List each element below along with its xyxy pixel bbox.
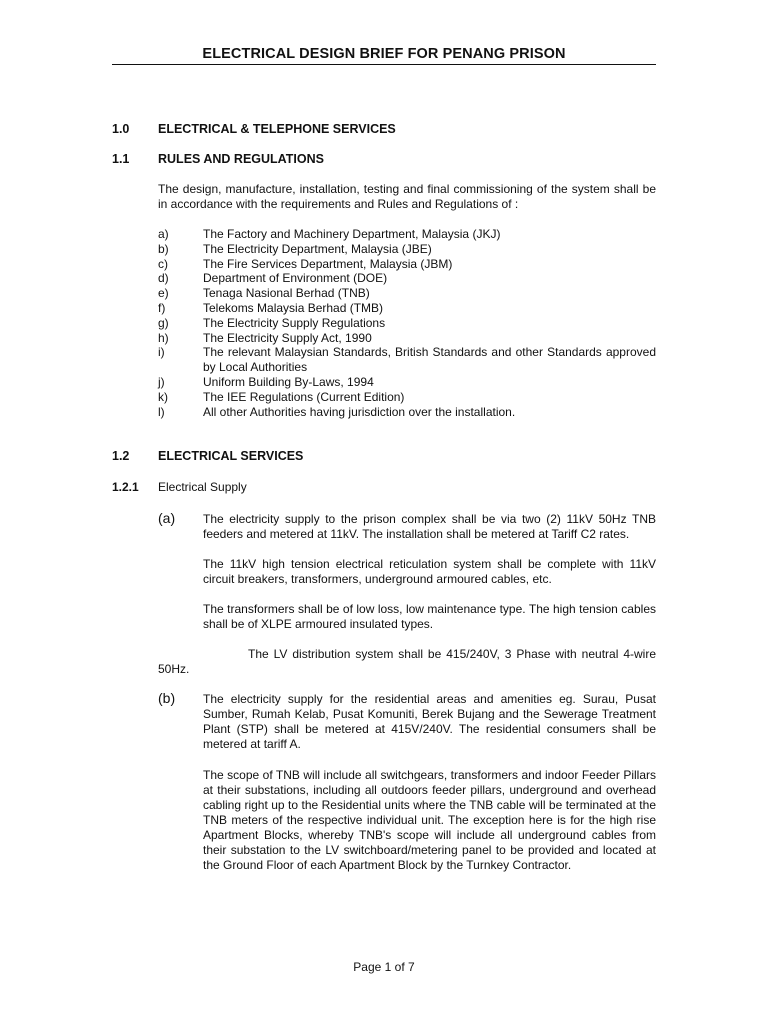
- list-text: The Factory and Machinery Department, Malaysia (JKJ): [203, 227, 501, 241]
- list-text: The Electricity Supply Act, 1990: [203, 330, 372, 345]
- subsection-title-1-2-1: Electrical Supply: [158, 480, 247, 494]
- list-marker: c): [158, 256, 168, 271]
- list-item: [158, 316, 656, 331]
- list-item: [158, 286, 656, 301]
- list-text: The Electricity Supply Regulations: [203, 315, 386, 330]
- list-marker: j): [158, 374, 165, 389]
- page-footer: Page 1 of 7: [353, 960, 415, 974]
- supply-a-paragraph-4: The LV distribution system shall be 415/240V, 3 Phase with neutral 4-wire 50Hz.: [158, 647, 656, 676]
- list-text: Department of Environment (DOE): [203, 271, 388, 286]
- supply-b-paragraph-1: The electricity supply for the residential areas and amenities eg. Surau, Pusat Sumber, Rumah Kelab, Pusat Komuniti, Berek Bujang and the Sewerage Treatment Plant (STP) shall be metered at 415V/240V. The residential consumers shall be metered at tariff A.: [203, 692, 656, 751]
- list-text: The IEE Regulations (Current Edition): [203, 389, 405, 404]
- section-number-1-0: 1.0: [112, 122, 130, 136]
- list-marker: k): [158, 389, 168, 404]
- list-marker: d): [158, 271, 169, 286]
- list-item: [158, 345, 656, 375]
- list-text: Uniform Building By-Laws, 1994: [203, 374, 374, 389]
- item-marker-a: (a): [158, 510, 176, 526]
- list-text: The Fire Services Department, Malaysia (JBM): [203, 256, 453, 271]
- list-text: Tenaga Nasional Berhad (TNB): [203, 286, 370, 301]
- supply-a-paragraph-3: The transformers shall be of low loss, low maintenance type. The high tension cables shall be of XLPE armoured insulated types.: [203, 602, 656, 631]
- list-marker: e): [158, 286, 169, 301]
- list-text: The Electricity Department, Malaysia (JBE): [203, 241, 432, 256]
- list-marker: a): [158, 227, 169, 241]
- item-marker-b: (b): [158, 690, 176, 706]
- list-item: [158, 405, 656, 420]
- section-number-1-1: 1.1: [112, 152, 130, 166]
- supply-b-paragraph-2: The scope of TNB will include all switchgears, transformers and indoor Feeder Pillars at their substations, including all outdoors feeder pillars, underground and overhead cabling right up to the Residential units where the TNB cable will be terminated at the TNB meters of the respective individual unit. The exception here is for the high rise Apartment Blocks, whereby TNB's scope will include all underground cables from their substation to the LV switchboard/metering panel to be provided and located at the Ground Floor of each Apartment Block by the Turnkey Contractor.: [203, 768, 656, 872]
- list-marker: i): [158, 345, 165, 360]
- subsection-number-1-2-1: 1.2.1: [112, 480, 139, 494]
- list-item: [158, 257, 656, 272]
- list-item: [158, 271, 656, 286]
- document-title: ELECTRICAL DESIGN BRIEF FOR PENANG PRISON: [112, 46, 656, 65]
- section-title-1-1: RULES AND REGULATIONS: [158, 152, 324, 166]
- list-item: [158, 375, 656, 390]
- section-number-1-2: 1.2: [112, 449, 130, 463]
- section-title-1-2: ELECTRICAL SERVICES: [158, 449, 304, 463]
- list-marker: f): [158, 300, 166, 315]
- list-item: [158, 242, 656, 257]
- list-marker: g): [158, 315, 169, 330]
- list-marker: b): [158, 241, 169, 256]
- regulations-list: [158, 227, 656, 419]
- list-item: [158, 301, 656, 316]
- list-text: The relevant Malaysian Standards, British Standards and other Standards approved by Local Authorities: [203, 345, 656, 375]
- list-text: Telekoms Malaysia Berhad (TMB): [203, 300, 384, 315]
- section-title-1-0: ELECTRICAL & TELEPHONE SERVICES: [158, 122, 396, 136]
- supply-a-paragraph-2: The 11kV high tension electrical reticulation system shall be complete with 11kV circuit breakers, transformers, underground armoured cables, etc.: [203, 557, 656, 586]
- list-marker: h): [158, 330, 169, 345]
- list-item: [158, 390, 656, 405]
- list-item: [158, 227, 656, 242]
- supply-a-paragraph-1: The electricity supply to the prison complex shall be via two (2) 11kV 50Hz TNB feeders and metered at 11kV. The installation shall be metered at Tariff C2 rates.: [203, 512, 656, 541]
- list-text: All other Authorities having jurisdiction over the installation.: [203, 404, 516, 419]
- list-marker: l): [158, 404, 165, 419]
- rules-intro-paragraph: The design, manufacture, installation, testing and final commissioning of the system shall be in accordance with the requirements and Rules and Regulations of :: [158, 182, 656, 211]
- list-item: [158, 331, 656, 346]
